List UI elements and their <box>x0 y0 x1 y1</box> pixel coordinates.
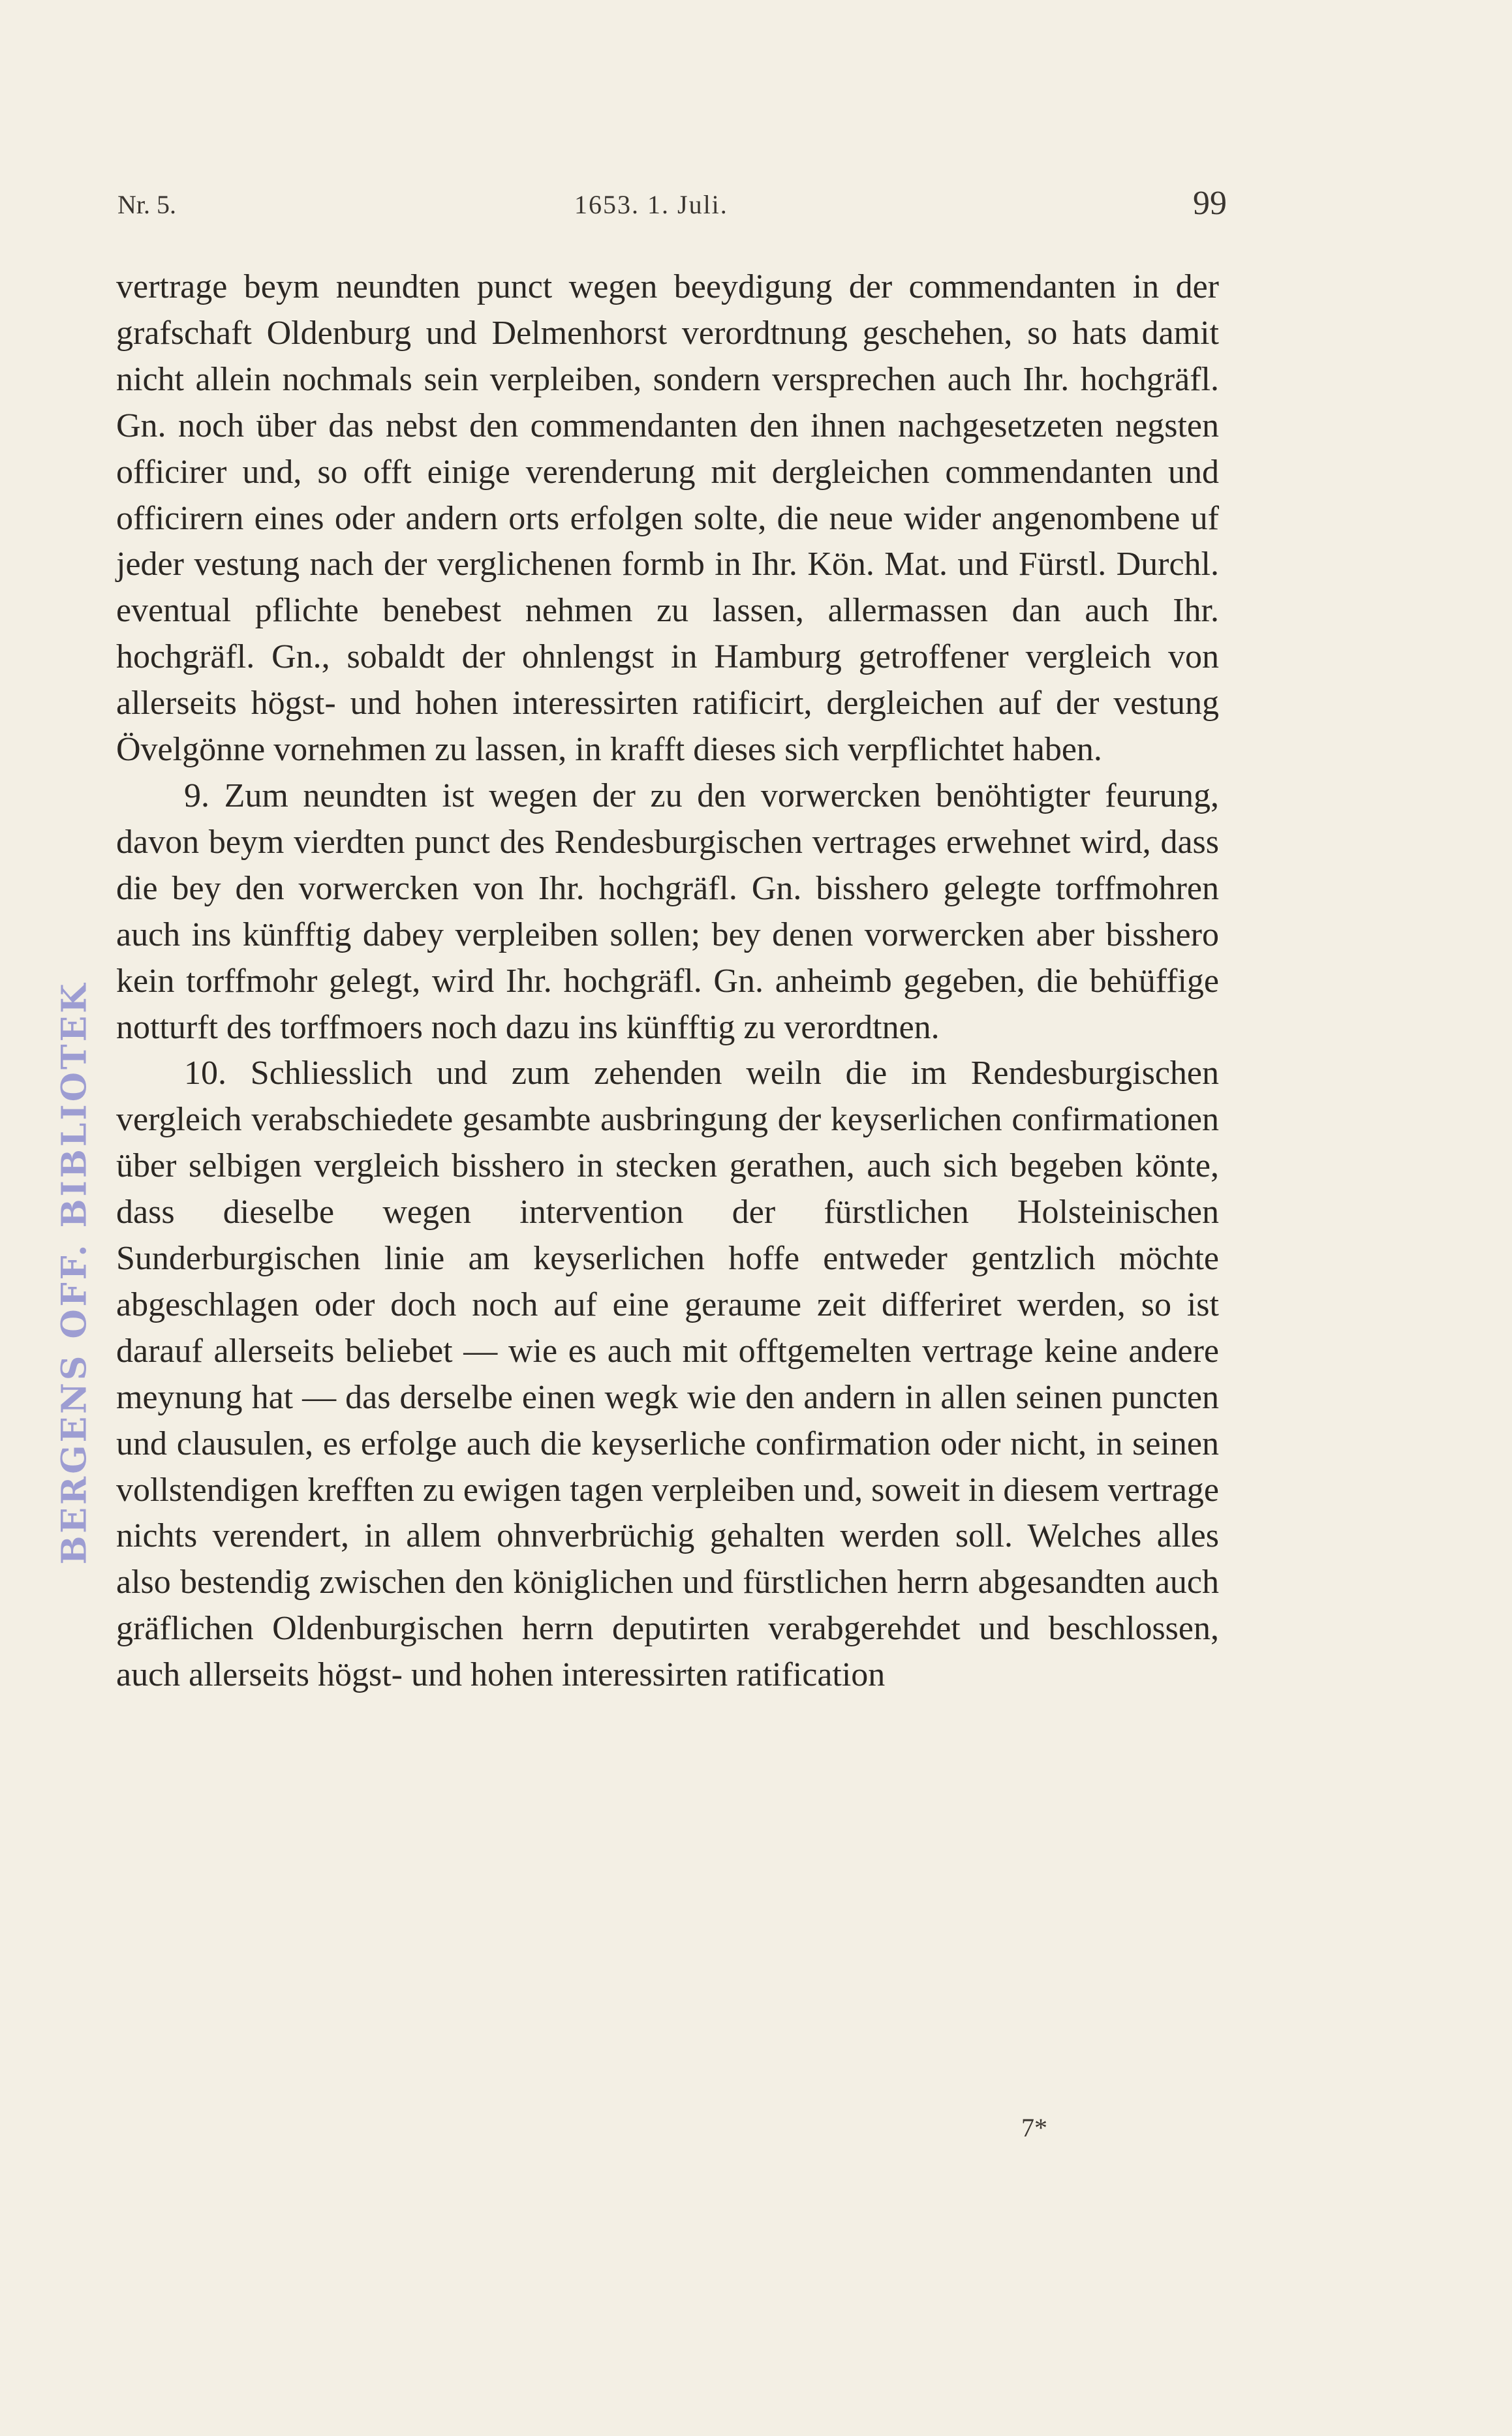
signature-mark: 7* <box>1021 2113 1047 2142</box>
document-number: Nr. 5. <box>117 190 176 219</box>
paragraph-10: 10. Schliesslich und zum zehenden weiln die im Rendesburgischen vergleich verabschiedete gesambte ausbringung der keyserlichen confirmationen über selbigen vergleich bisshero in stecken gerathen, auch sich begeben könte, dass dieselbe wegen intervention der fürstlichen Holsteinischen Sunderburgischen linie am keyserlichen hoffe entweder gentzlich möchte abgeschlagen oder doch noch auf eine geraume zeit differiret werden, so ist darauf allerseits beliebet — wie es auch mit offtgemelten vertrage keine andere meynung hat — das derselbe einen wegk wie den andern in allen seinen puncten und clausulen, es erfolge auch die keyserliche confirmation oder nicht, in seinen vollstendigen krefften zu ewigen tagen verpleiben und, soweit in diesem vertrage nichts verendert, in allem ohnverbrüchig gehalten werden soll. Welches alles also bestendig zwischen den königlichen und fürstlichen herrn abgesandten auch gräflichen Oldenburgischen herrn deputirten verabgerehdet und beschlossen, auch allerseits högst- und hohen interessirten ratification <box>116 1055 1219 1694</box>
page-header <box>117 185 1227 228</box>
paragraph-continuation: vertrage beym neundten punct wegen beeydigung der commendanten in der grafschaft Oldenburg und Delmenhorst verordtnung geschehen, so hats damit nicht allein nochmals sein verpleiben, sondern versprechen auch Ihr. hochgräfl. Gn. noch über das nebst den commendanten den ihnen nachgesetzeten negsten officirer und, so offt einige verenderung mit dergleichen commendanten und officirern eines oder andern orts erfolgen solte, die neue wider angenombene uf jeder vestung nach der verglichenen formb in Ihr. Kön. Mat. und Fürstl. Durchl. eventual pflichte benebest nehmen zu lassen, allermassen dan auch Ihr. hochgräfl. Gn., sobaldt der ohnlengst in Hamburg getroffener vergleich von allerseits högst- und hohen interessirten ratificirt, dergleichen auf der vestung Övelgönne vornehmen zu lassen, in krafft dieses sich verpflichtet haben. <box>116 268 1219 769</box>
page-number: 99 <box>1193 185 1227 222</box>
paragraph-9: 9. Zum neundten ist wegen der zu den vorwercken benöhtigter feurung, davon beym vierdten punct des Rendesburgischen vertrages erwehnet wird, dass die bey den vorwercken von Ihr. hochgräfl. Gn. bisshero gelegte torffmohren auch ins künfftig dabey verpleiben sollen; bey denen vorwercken aber bisshero kein torffmohr gelegt, wird Ihr. hochgräfl. Gn. anheimb gegeben, die behüffige notturft des torffmoers noch dazu ins künfftig zu verordtnen. <box>116 777 1219 1046</box>
library-stamp <box>54 980 95 1565</box>
library-stamp-text: BERGENS OFF. BIBLIOTEK <box>54 980 95 1565</box>
header-date: 1653. 1. Juli. <box>574 190 728 219</box>
main-text <box>116 264 1219 1699</box>
